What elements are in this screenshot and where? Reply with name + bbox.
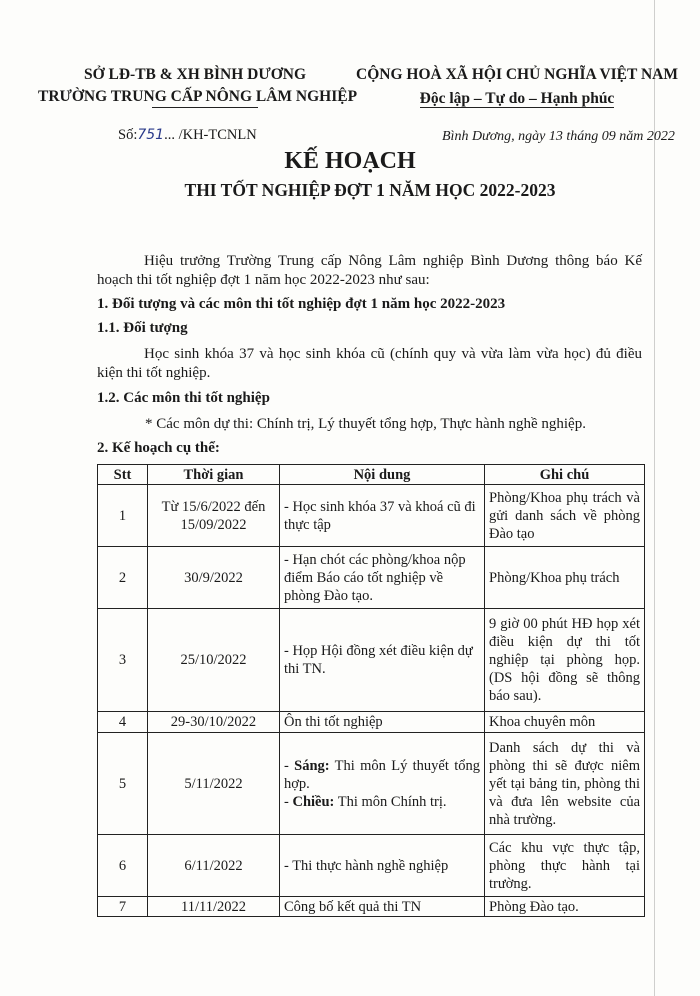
cell-note: Các khu vực thực tập, phòng thực hành tại trường. [485,835,645,897]
cell-content: - Thi thực hành nghề nghiệp [280,835,485,897]
intro-paragraph: Hiệu trưởng Trường Trung cấp Nông Lâm nghiệp Bình Dương thông báo Kế hoạch thi tốt nghiệp đợt 1 năm học 2022-2023 như sau: [97,253,642,288]
cell-time: 30/9/2022 [148,547,280,609]
afternoon-session: - Chiều: Thi môn Chính trị. [284,793,447,810]
doc-number-handwritten: 751 [137,127,165,143]
cell-content: Ôn thi tốt nghiệp [280,712,485,733]
section-1-1-heading: 1.1. Đối tượng [97,320,188,336]
morning-session: - Sáng: Thi môn Lý thuyết tổng hợp. [284,757,480,792]
table-row [98,547,645,609]
table-row [98,485,645,547]
section-1-2-text: * Các môn dự thi: Chính trị, Lý thuyết tổng hợp, Thực hành nghề nghiệp. [145,416,586,432]
header-note: Ghi chú [485,465,645,485]
motto-text: Độc lập – Tự do – Hạnh phúc [419,90,615,107]
school-name-text: TRƯỜNG TRUNG CẤP NÔNG LÂM NGHIỆP [38,88,358,105]
cell-note: Khoa chuyên môn [485,712,645,733]
cell-content [280,733,485,835]
table-row [98,609,645,712]
cell-time: 6/11/2022 [148,835,280,897]
cell-note: Phòng Đào tạo. [485,897,645,917]
place-date: Bình Dương, ngày 13 tháng 09 năm 2022 [442,129,675,144]
header-time: Thời gian [148,465,280,485]
cell-time: 11/11/2022 [148,897,280,917]
cell-stt: 5 [98,733,148,835]
cell-note: Danh sách dự thi và phòng thi sẽ được niêm yết tại bảng tin, phòng thi và đưa lên website của nhà trường. [485,733,645,835]
doc-number-suffix: ... /KH-TCNLN [164,127,257,143]
school-name [38,88,358,106]
table-header-row [98,465,645,485]
exam-plan-table [97,464,645,917]
cell-content: - Học sinh khóa 37 và khoá cũ đi thực tập [280,485,485,547]
country-name: CỘNG HOÀ XÃ HỘI CHỦ NGHĨA VIỆT NAM [356,66,678,83]
table-row [98,835,645,897]
cell-stt: 6 [98,835,148,897]
header-content: Nội dung [280,465,485,485]
school-name-underline [152,107,258,108]
cell-content: - Họp Hội đồng xét điều kiện dự thi TN. [280,609,485,712]
motto [352,90,682,108]
cell-time: 5/11/2022 [148,733,280,835]
table-row [98,712,645,733]
section-1-2-heading: 1.2. Các môn thi tốt nghiệp [97,390,270,406]
document-subtitle: THI TỐT NGHIỆP ĐỢT 1 NĂM HỌC 2022-2023 [184,180,556,200]
cell-content: - Hạn chót các phòng/khoa nộp điểm Báo cáo tốt nghiệp về phòng Đào tạo. [280,547,485,609]
cell-stt: 3 [98,609,148,712]
section-1-heading: 1. Đối tượng và các môn thi tốt nghiệp đợt 1 năm học 2022-2023 [97,296,506,312]
afternoon-label: Chiều: [292,793,335,810]
doc-number-prefix: Số: [118,127,138,143]
cell-time: Từ 15/6/2022 đến 15/09/2022 [148,485,280,547]
cell-note: Phòng/Khoa phụ trách [485,547,645,609]
cell-note: 9 giờ 00 phút HĐ họp xét điều kiện dự thi tốt nghiệp tại phòng họp. (DS hội đồng sẽ thông báo sau). [485,609,645,712]
cell-note: Phòng/Khoa phụ trách và gửi danh sách về phòng Đào tạo [485,485,645,547]
table-row [98,897,645,917]
section-2-heading: 2. Kế hoạch cụ thể: [97,440,220,456]
cell-content: Công bố kết quả thi TN [280,897,485,917]
header-stt: Stt [98,465,148,485]
cell-stt: 1 [98,485,148,547]
section-1-1-text: Học sinh khóa 37 và học sinh khóa cũ (chính quy và vừa làm vừa học) đủ điều kiện thi tốt nghiệp. [97,346,642,381]
afternoon-text: Thi môn Chính trị. [334,793,447,810]
document-title: KẾ HOẠCH [284,148,416,174]
cell-stt: 7 [98,897,148,917]
morning-text: Thi môn Lý thuyết tổng hợp. [284,757,480,792]
department-name: SỞ LĐ-TB & XH BÌNH DƯƠNG [83,66,307,83]
cell-time: 25/10/2022 [148,609,280,712]
cell-time: 29-30/10/2022 [148,712,280,733]
table-row [98,733,645,835]
cell-stt: 4 [98,712,148,733]
morning-label: Sáng: [294,757,330,774]
document-number [118,127,257,144]
cell-stt: 2 [98,547,148,609]
